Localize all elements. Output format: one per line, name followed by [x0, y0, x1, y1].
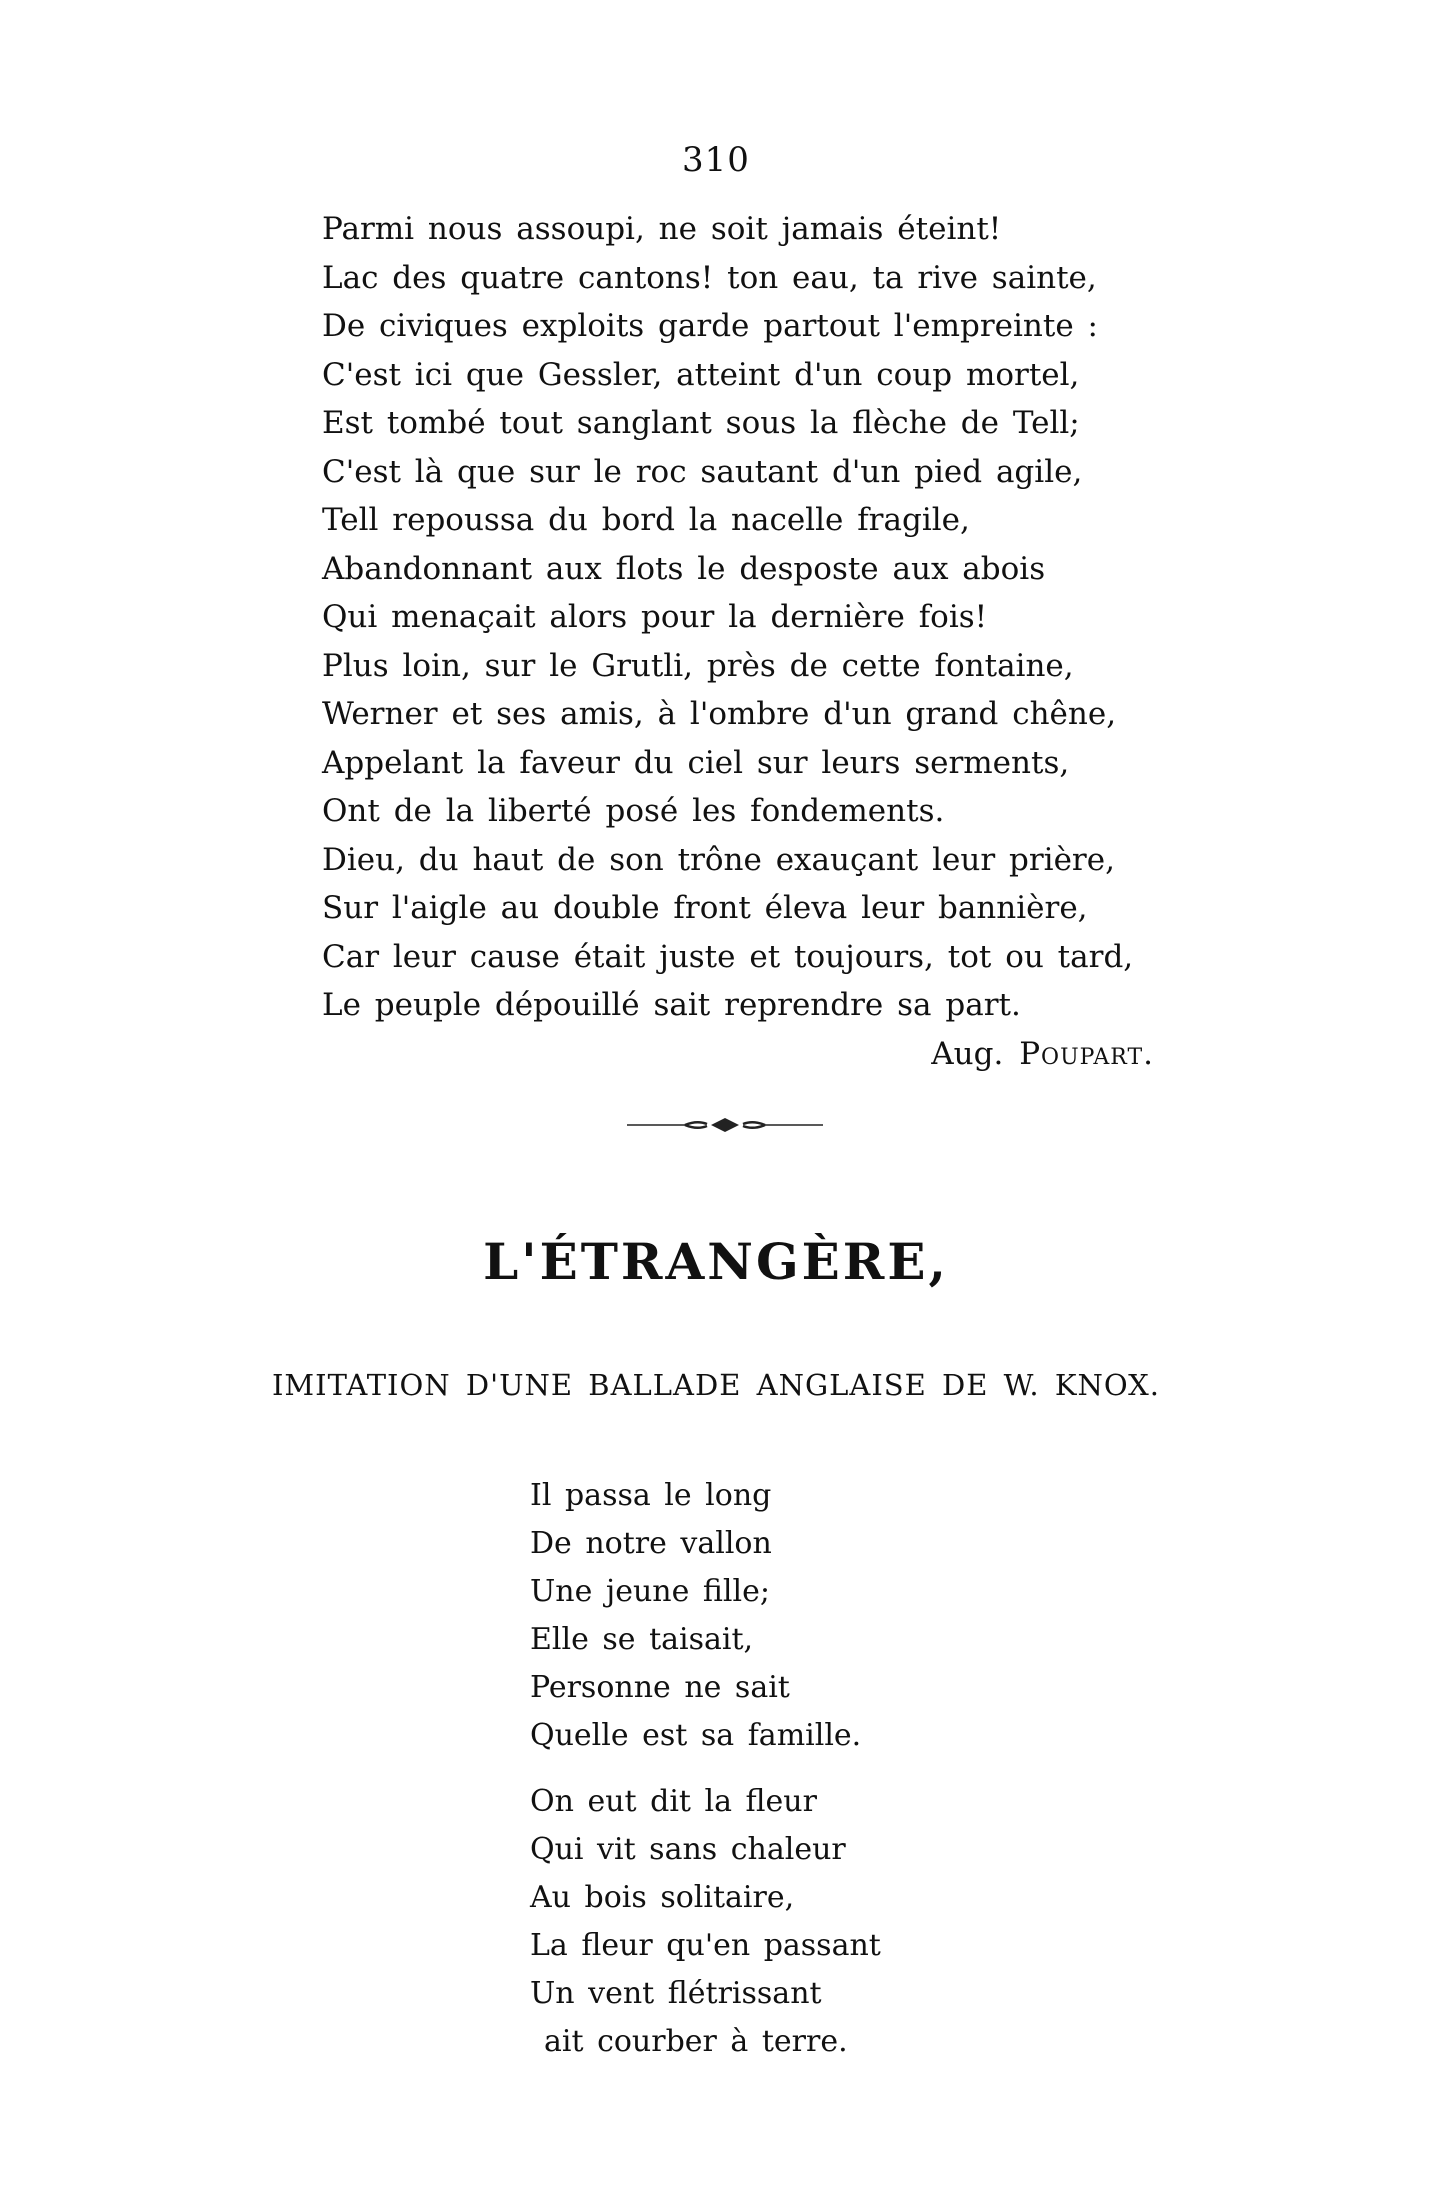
stanza — [530, 1472, 1030, 1760]
poem-line: Un vent flétrissant — [530, 1976, 822, 2011]
poem-line: Une jeune fille; — [530, 1574, 770, 1609]
poem-title: L'ÉTRANGÈRE, — [483, 1232, 949, 1291]
page-number: 310 — [682, 140, 750, 180]
poem-line: Est tombé tout sanglant sous la flèche de Tell; — [322, 405, 1080, 441]
poem-line: Le peuple dépouillé sait reprendre sa part. — [322, 987, 1021, 1023]
poem-line: La fleur qu'en passant — [530, 1928, 881, 1963]
poem-line: On eut dit la fleur — [530, 1784, 817, 1819]
ballad-poem — [530, 1472, 1030, 2084]
poem-line: Elle se taisait, — [530, 1622, 754, 1657]
poem-line: Au bois solitaire, — [530, 1880, 795, 1915]
poem-line: Parmi nous assoupi, ne soit jamais éteint! — [322, 211, 1002, 247]
poem-line: Quelle est sa famille. — [530, 1718, 862, 1753]
poem-line: Il passa le long — [530, 1478, 772, 1513]
poem-line: Lac des quatre cantons! ton eau, ta rive sainte, — [322, 259, 1097, 296]
poem-line: Appelant la faveur du ciel sur leurs serments, — [322, 744, 1070, 781]
author-signature — [931, 1036, 1154, 1072]
poem-line: Qui menaçait alors pour la dernière fois! — [322, 599, 988, 635]
author-first-name: Aug. — [931, 1036, 1004, 1072]
poem-line: Car leur cause était juste et toujours, tot ou tard, — [322, 938, 1134, 975]
author-surname: Poupart. — [1019, 1036, 1154, 1072]
poem-line: Dieu, du haut de son trône exauçant leur prière, — [322, 841, 1115, 878]
poem-line: Tell repoussa du bord la nacelle fragile, — [322, 502, 970, 538]
poem-line: C'est ici que Gessler, atteint d'un coup mortel, — [322, 356, 1080, 393]
poem-line: Abandonnant aux flots le desposte aux abois — [322, 550, 1046, 587]
poem-line: Plus loin, sur le Grutli, près de cette fontaine, — [322, 647, 1074, 684]
decorative-rule-icon — [627, 1110, 823, 1140]
poem-subtitle: IMITATION D'UNE BALLADE ANGLAISE DE W. KNOX. — [271, 1368, 1161, 1402]
poem-line: Sur l'aigle au double front éleva leur bannière, — [322, 890, 1088, 926]
stanza — [530, 1778, 1030, 2066]
poem-line: Qui vit sans chaleur — [530, 1832, 846, 1867]
poem-line: Personne ne sait — [530, 1670, 790, 1705]
poem-line: ait courber à terre. — [544, 2024, 848, 2059]
poem-line: Werner et ses amis, à l'ombre d'un grand chêne, — [322, 696, 1117, 732]
poem-line: C'est là que sur le roc sautant d'un pied agile, — [322, 453, 1083, 490]
poem-continuation — [322, 205, 1134, 1030]
poem-line: Ont de la liberté posé les fondements. — [322, 793, 945, 829]
poem-line: De notre vallon — [530, 1526, 772, 1561]
poem-line: De civiques exploits garde partout l'empreinte : — [322, 308, 1098, 344]
